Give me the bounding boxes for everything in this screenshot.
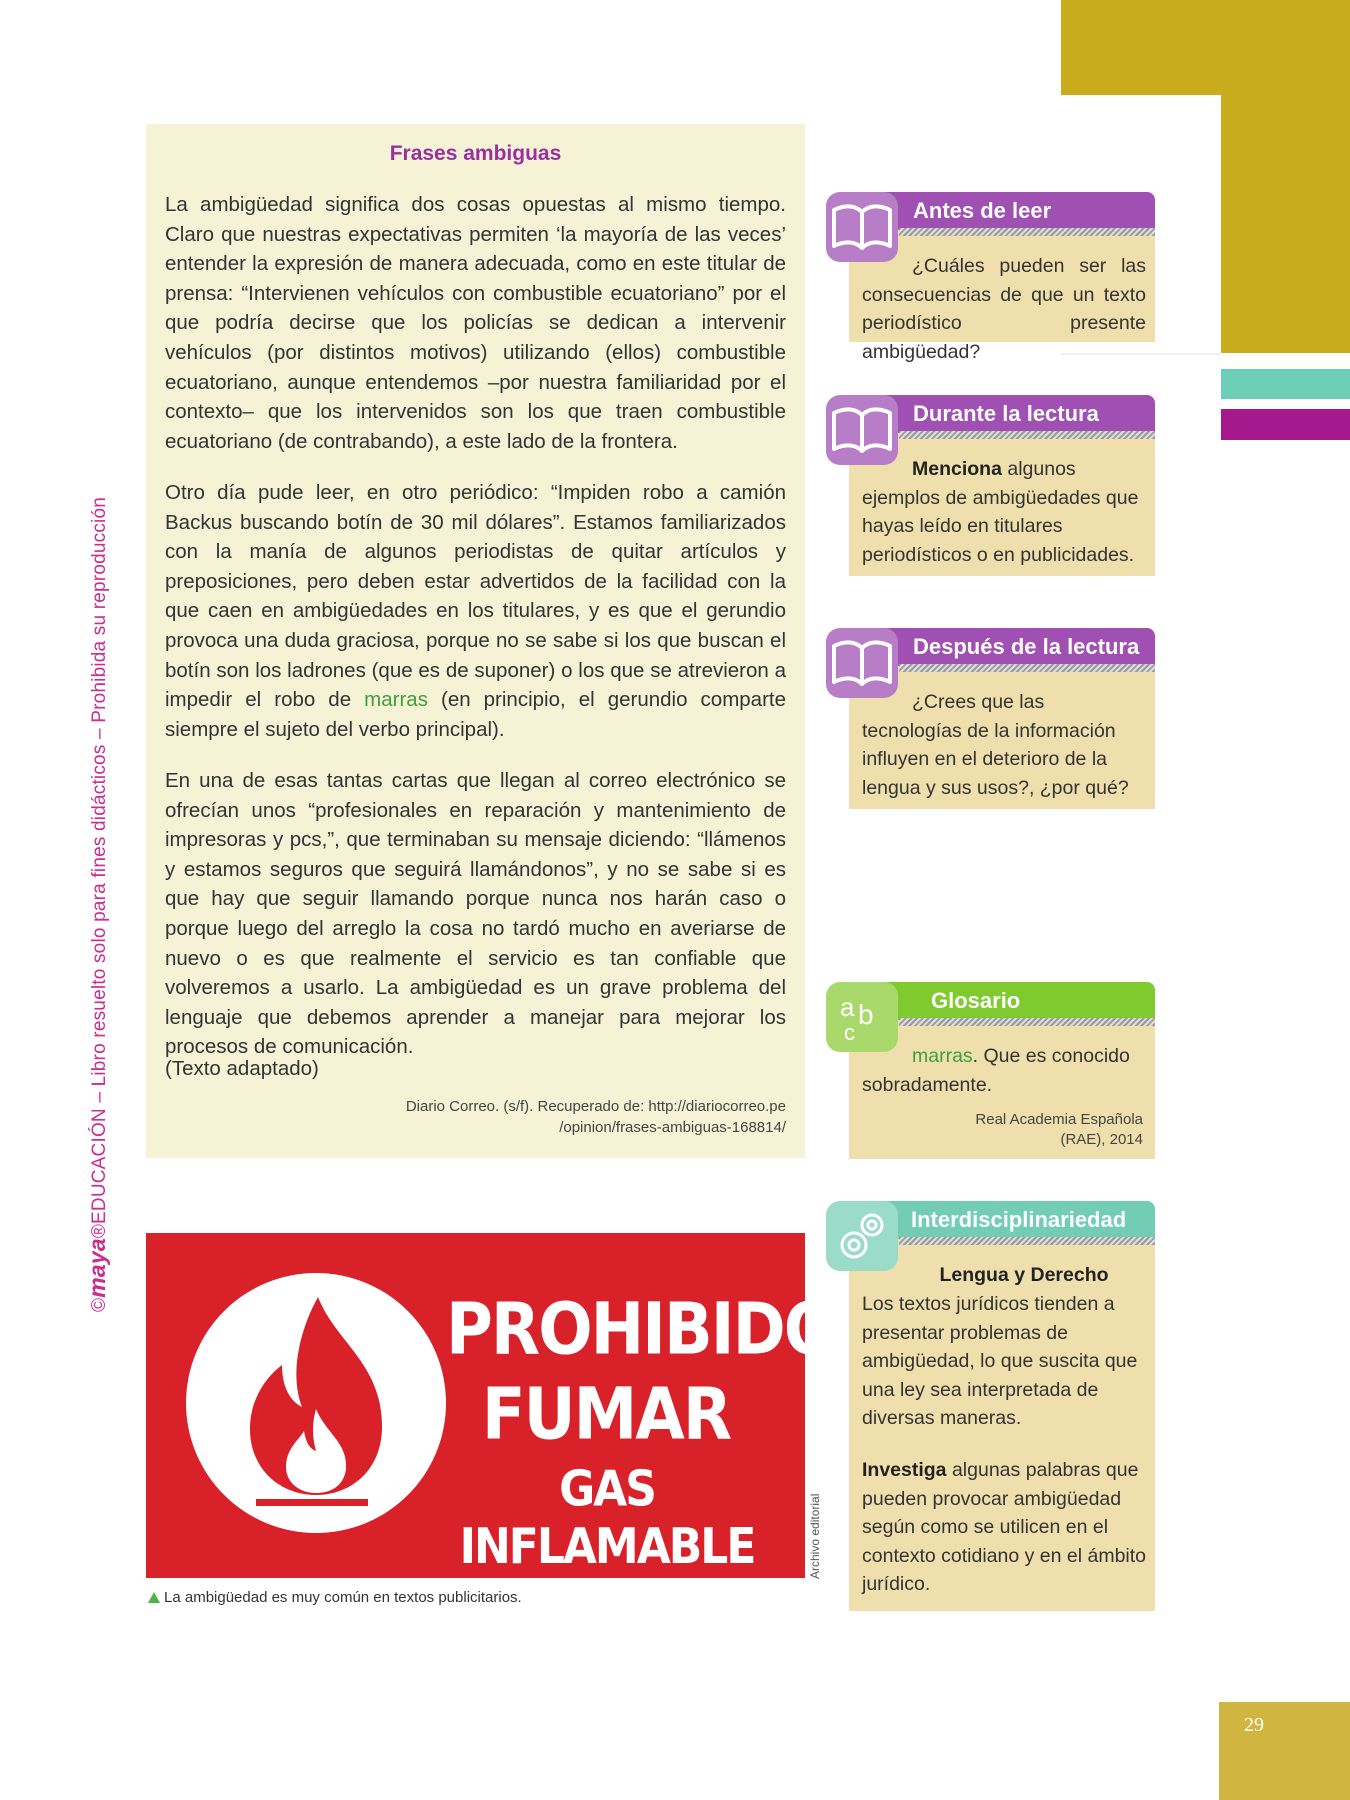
- header-hatch: [899, 228, 1155, 236]
- durante-text: algunos ejemplos de ambigüedades que hayas leído en titulares periodísticos o en publicidades.: [862, 458, 1139, 566]
- glosario-ref-line-2: (RAE), 2014: [1060, 1131, 1143, 1148]
- glosario-term: marras: [912, 1045, 973, 1067]
- header-despues-title: Después de la lectura: [913, 634, 1140, 659]
- source-line-2: /opinion/frases-ambiguas-168814/: [559, 1119, 786, 1136]
- svg-text:a: a: [840, 992, 855, 1022]
- reading-title: [0, 142, 805, 166]
- source-citation: [300, 1096, 786, 1138]
- registered-symbol: ®: [89, 1223, 110, 1239]
- glossary-term-link: marras: [364, 688, 428, 712]
- glosario-definition: [862, 1042, 1146, 1099]
- despues-question: ¿Crees que las tecnologías de la información influyen en el deterioro de la lengua y sus usos?, ¿por qué?: [862, 691, 1129, 799]
- header-antes-title: Antes de leer: [913, 198, 1052, 223]
- decorative-gold-column: [1221, 95, 1350, 353]
- glosario-definition-text: . Que es conocido sobradamente.: [862, 1045, 1130, 1096]
- flame-icon: [186, 1273, 446, 1533]
- paragraph-3: En una de esas tantas cartas que llegan al correo electrónico se ofrecían unos “profesionales en reparación y mantenimiento de impresoras y pcs,”, que terminaban su mensaje diciendo: “llámenos y estamos seguros que seguirá llamándonos”, y no se sabe si es que hay que seguir llamando porque nunca nos harán caso o porque luego del arreglo la cosa no tardó mucho en averiarse de nuevo o es que realmente el servicio es tan confiable que volveremos a usarlo. La ambigüedad es un grave problema del lenguaje que debemos aprender a manejar para mejorar los procesos de comunicación.: [165, 769, 786, 1059]
- paragraph-1: La ambigüedad significa dos cosas opuestas al mismo tiempo. Claro que nuestras expectativas permiten ‘la mayoría de las veces’ entender la expresión de manera adecuada, como en este titular de prensa: “Intervienen vehículos con combustible ecuatoriano” por el que podría decirse que los policías se dedican a intervenir vehículos (por distintos motivos) utilizando (ellos) combustible ecuatoriano, aunque entendemos –por nuestra familiaridad por el contexto– que los intervenidos son los que traen combustible ecuatoriano (de contrabando), a este lado de la frontera.: [165, 193, 786, 453]
- inter-instruction: [862, 1456, 1146, 1599]
- decorative-gold-band: [1061, 0, 1350, 95]
- svg-text:c: c: [844, 1020, 855, 1045]
- caption-text: La ambigüedad es muy común en textos publicitarios.: [164, 1589, 522, 1606]
- inter-text-2: algunas palabras que pueden provocar ambigüedad según como se utilicen en el contexto cotidiano y en el ámbito jurídico.: [862, 1459, 1147, 1595]
- svg-text:b: b: [858, 999, 874, 1030]
- image-credit: Archivo editorial: [808, 1493, 822, 1579]
- header-inter-title: Interdisciplinariedad: [911, 1207, 1127, 1232]
- decorative-magenta-tab: [1221, 409, 1350, 440]
- image-caption: [148, 1589, 522, 1606]
- paragraph-2-end: (en principio, el gerundio comparte siempre el sujeto del verbo principal).: [165, 688, 786, 741]
- glosario-ref-line-1: Real Academia Española: [975, 1111, 1143, 1128]
- paragraph-2: [165, 478, 786, 744]
- inter-bold-verb: Investiga: [862, 1459, 947, 1481]
- durante-bold-verb: Menciona: [912, 458, 1002, 480]
- antes-question: ¿Cuáles pueden ser las consecuencias de que un texto periodístico presente ambigüedad?: [862, 255, 1146, 363]
- page-number-tab: [1219, 1702, 1350, 1800]
- inter-subtitle: Lengua y Derecho: [939, 1264, 1109, 1286]
- copyright-text: EDUCACIÓN – Libro resuelto solo para fines didácticos – Prohibida su reproducción: [89, 497, 110, 1224]
- header-durante-title: Durante la lectura: [913, 401, 1099, 426]
- sign-circle: [186, 1273, 446, 1533]
- reading-title-text: Frases ambiguas: [389, 142, 562, 165]
- copyright-symbol: ©: [89, 1297, 110, 1312]
- sign-text-gas-inflamable: GAS INFLAMABLE: [459, 1460, 755, 1576]
- durante-instruction: [862, 455, 1146, 569]
- source-line-1: Diario Correo. (s/f). Recuperado de: http://diariocorreo.pe: [405, 1098, 786, 1115]
- header-glosario-title: Glosario: [931, 988, 1021, 1013]
- paragraph-2-start: Otro día pude leer, en otro periódico: “Impiden robo a camión Backus buscando botín de 30 mil dólares”. Estamos familiarizados con la manía de algunos periodistas de quitar artículos y preposiciones, pero deben estar advertidos de la facilidad con la que caen en ambigüedades en los titulares, y es que el gerundio provoca una duda graciosa, porque no se sabe si los que buscan el botín son los ladrones (que es de suponer) o los que se atrevieron a impedir el robo de: [165, 481, 786, 712]
- inter-text-1: Los textos jurídicos tienden a presentar problemas de ambigüedad, lo que suscita que una ley sea interpretada de diversas maneras.: [862, 1293, 1138, 1429]
- brand-logo-text: maya: [84, 1238, 110, 1298]
- caption-triangle-icon: [148, 1592, 160, 1603]
- sign-text-fumar: FUMAR: [481, 1373, 731, 1457]
- copyright-notice: [84, 482, 111, 1312]
- header-hatch: [899, 664, 1155, 672]
- adapted-text-note: (Texto adaptado): [165, 1057, 319, 1080]
- header-hatch: [899, 431, 1155, 439]
- glosario-reference: [975, 1110, 1143, 1150]
- page-number: 29: [1244, 1714, 1264, 1736]
- header-hatch: [899, 1018, 1155, 1026]
- header-hatch: [899, 1237, 1155, 1245]
- sign-text-prohibido: PROHIBIDO: [446, 1288, 837, 1372]
- decorative-teal-tab: [1221, 369, 1350, 399]
